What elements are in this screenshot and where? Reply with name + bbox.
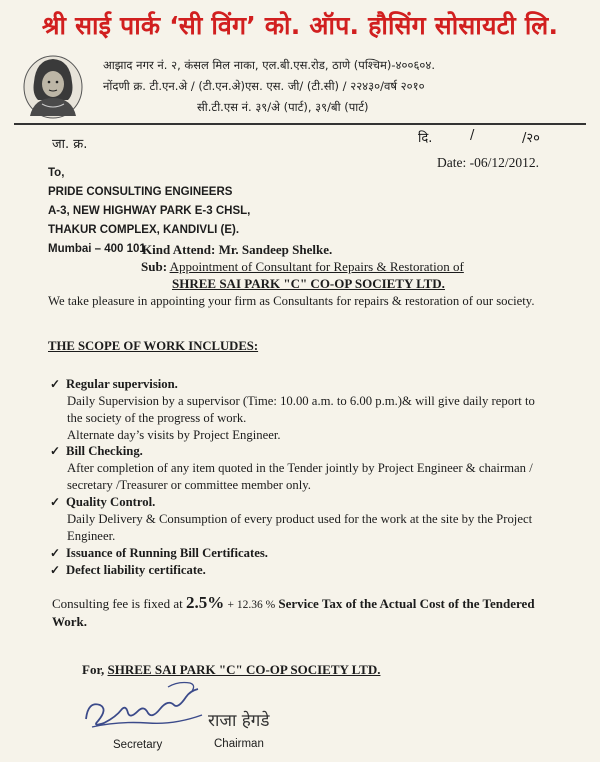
checkmark-icon: ✓ xyxy=(50,495,61,509)
scope-item-title xyxy=(50,443,143,460)
scope-item-label: Issuance of Running Bill Certificates. xyxy=(66,546,268,560)
scope-heading: THE SCOPE OF WORK INCLUDES: xyxy=(48,339,259,353)
scope-item-title xyxy=(50,562,206,579)
scope-item-detail: Daily Delivery & Consumption of every product used for the work at the site by the Project xyxy=(67,512,533,526)
fee-percent: 2.5% xyxy=(185,593,225,612)
registration-line: नोंदणी क्र. टी.एन.अे / (टी.एन.अे)एस. एस. जी/ (टी.सी) / २२४३०/वर्ष २०१० xyxy=(103,79,425,93)
scope-item-detail: Daily Supervision by a supervisor (Time: 10.00 a.m. to 6.00 p.m.)& will give daily report to xyxy=(67,394,535,408)
kind-attention: Kind Attend: Mr. Sandeep Shelke. xyxy=(142,242,333,257)
subject-label: Sub: xyxy=(141,259,168,274)
scope-item-detail: Alternate day’s visits by Project Engineer. xyxy=(67,428,281,442)
chairman-label: Chairman xyxy=(214,738,264,750)
salutation-to: To, xyxy=(48,167,65,179)
addressee-line: THAKUR COMPLEX, KANDIVLI (E). xyxy=(48,224,240,236)
date-label: दि. xyxy=(418,131,433,146)
fee-service-tax: + 12.36 % xyxy=(227,599,276,611)
secretary-signature-icon xyxy=(78,675,218,737)
letter-date: Date: -06/12/2012. xyxy=(437,155,539,170)
checkmark-icon: ✓ xyxy=(50,444,61,458)
saint-portrait-icon xyxy=(22,54,84,120)
header-divider xyxy=(14,123,586,125)
scope-item-label: Defect liability certificate. xyxy=(66,563,206,577)
date-separator: / xyxy=(470,128,475,143)
scope-item-label: Bill Checking. xyxy=(66,444,143,458)
fee-suffix: Service Tax of the Actual Cost of the Tendered xyxy=(278,596,535,611)
scope-item-title xyxy=(50,376,178,393)
checkmark-icon: ✓ xyxy=(50,377,61,391)
addressee-line: Mumbai – 400 101 xyxy=(48,243,146,255)
scope-item-label: Regular supervision. xyxy=(66,377,178,391)
scope-item-detail: After completion of any item quoted in the Tender jointly by Project Engineer & chairman / xyxy=(67,461,533,475)
checkmark-icon: ✓ xyxy=(50,546,61,560)
scope-item-label: Quality Control. xyxy=(66,495,156,509)
society-title: श्री साई पार्क ‘सी विंग’ को. ऑप. हौसिंग सोसायटी लि. xyxy=(41,11,559,40)
scope-item-detail: Engineer. xyxy=(67,529,116,543)
address-line-1: आझाद नगर नं. २, कंसल मिल नाका, एल.बी.एस.रोड, ठाणे (पश्चिम)-४००६०४. xyxy=(103,58,436,72)
date-year: /२० xyxy=(522,131,540,146)
cts-line: सी.टी.एस नं. ३९/अे (पार्ट), ३९/बी (पार्ट) xyxy=(197,100,369,114)
subject-line xyxy=(141,259,464,275)
addressee-line: A-3, NEW HIGHWAY PARK E-3 CHSL, xyxy=(48,205,251,217)
intro-paragraph: We take pleasure in appointing your firm as Consultants for repairs & restoration of our society. xyxy=(48,294,535,308)
scope-item-detail: secretary /Treasurer or committee member only. xyxy=(67,478,311,492)
for-society-name: SHREE SAI PARK "C" CO-OP SOCIETY LTD. xyxy=(107,662,381,677)
secretary-label: Secretary xyxy=(113,739,163,751)
chairman-signature: राजा हेगडे xyxy=(208,711,270,731)
scope-item-title xyxy=(50,494,155,511)
subject-society: SHREE SAI PARK "C" CO-OP SOCIETY LTD. xyxy=(172,276,445,291)
fee-prefix: Consulting fee is fixed at xyxy=(52,596,183,611)
reference-number-label: जा. क्र. xyxy=(52,137,88,152)
scope-item-detail: the society of the progress of work. xyxy=(67,411,247,425)
subject-text: Appointment of Consultant for Repairs & Restoration of xyxy=(169,259,464,274)
for-prefix: For, xyxy=(82,662,105,677)
scope-item-title xyxy=(50,545,268,562)
checkmark-icon: ✓ xyxy=(50,563,61,577)
fee-line-2: Work. xyxy=(52,614,88,629)
consulting-fee-line xyxy=(52,593,535,613)
addressee-line: PRIDE CONSULTING ENGINEERS xyxy=(48,186,233,198)
